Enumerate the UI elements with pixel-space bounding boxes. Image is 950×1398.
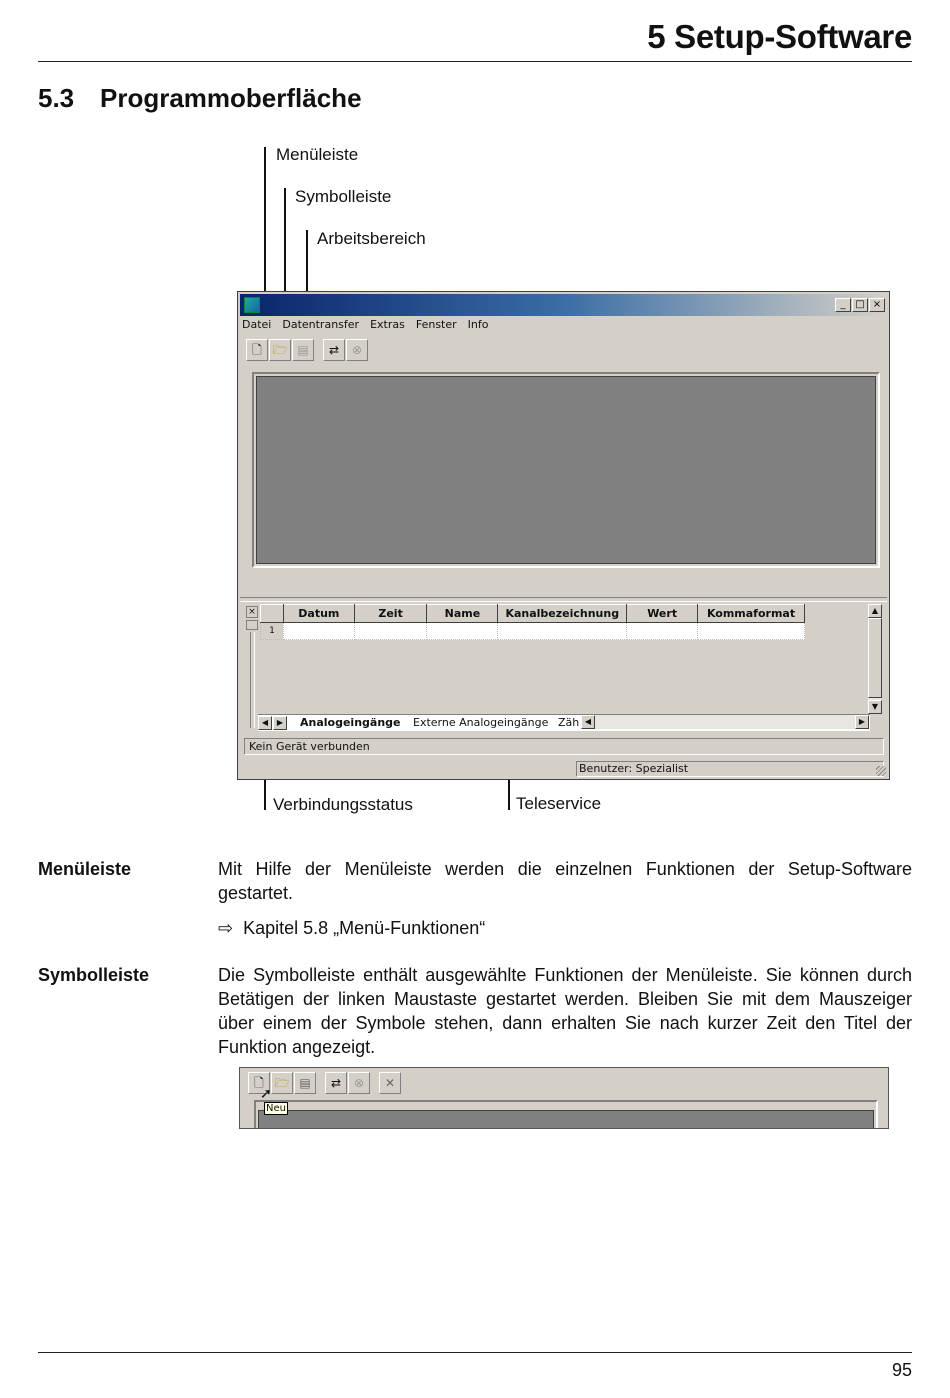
menu-item-fenster[interactable]: Fenster [415,318,457,331]
callout-teleservice: Teleservice [516,794,602,813]
section-title-text: Programmoberfläche [100,83,362,113]
menu-item-extras[interactable]: Extras [370,318,405,331]
toolbar-detail-screenshot [239,1067,889,1129]
row-number: 1 [261,623,284,640]
term-menueleiste: Menüleiste [38,859,132,879]
grid-header-kanalbezeichnung[interactable]: Kanalbezeichnung [498,605,627,623]
grid-header-wert[interactable]: Wert [627,605,698,623]
transfer-icon[interactable]: ⇄ [323,339,345,361]
tab-scroll-right-icon[interactable]: ▶ [273,716,287,730]
tooltip: Neu [266,1103,286,1114]
resize-grip-icon[interactable] [876,766,886,776]
panel-close-icon[interactable]: × [246,606,258,618]
new-file-icon[interactable]: 🗋 [246,339,268,361]
toolbar [246,339,369,363]
tools-icon[interactable]: ✕ [379,1072,401,1094]
reference-arrow-icon: ⇨ [218,918,234,938]
horizontal-scrollbar[interactable] [581,715,869,729]
footer-rule [38,1352,912,1353]
chapter-title: 5 Setup-Software [647,18,912,55]
tab-scroll-left-icon[interactable]: ◀ [258,716,272,730]
workarea-frame-detail [254,1100,878,1128]
tab-zaehler[interactable]: Zäh [558,716,580,729]
grid-header-kommaformat[interactable]: Kommaformat [698,605,805,623]
menu-item-datei[interactable]: Datei [242,318,272,331]
data-grid [260,604,805,640]
mouse-cursor-icon: ➚ [260,1086,272,1102]
minimize-button[interactable]: _ [835,298,851,312]
callout-menu: Menüleiste [276,145,359,164]
grid-header-name[interactable]: Name [427,605,498,623]
grid-header-datum[interactable]: Datum [283,605,354,623]
menu-item-datentransfer[interactable]: Datentransfer [282,318,360,331]
app-window-screenshot [237,291,890,780]
maximize-button[interactable]: □ [852,298,868,312]
vertical-scrollbar[interactable] [868,604,882,714]
tab-analogeingaenge[interactable]: Analogeingänge [300,716,401,729]
table-row[interactable] [261,623,805,640]
hscroll-left-icon[interactable]: ◀ [581,715,595,729]
open-folder-icon[interactable]: 🗁 [269,339,291,361]
workarea[interactable] [256,376,876,564]
scroll-up-icon[interactable]: ▲ [868,604,882,618]
callout-workarea: Arbeitsbereich [317,229,426,248]
status-connection: Kein Gerät verbunden [244,738,884,755]
header-rule [38,61,912,62]
save-icon[interactable]: ▤ [294,1072,316,1094]
paragraph-menueleiste: Mit Hilfe der Menüleiste werden die einzelnen Funktionen der Setup-Software gestartet. [218,859,912,903]
scroll-down-icon[interactable]: ▼ [868,700,882,714]
status-user: Benutzer: Spezialist [576,761,884,777]
tab-externe-analogeingaenge[interactable]: Externe Analogeingänge [413,716,549,729]
grid-header-zeit[interactable]: Zeit [354,605,427,623]
connect-icon[interactable]: ⊗ [348,1072,370,1094]
connect-icon[interactable]: ⊗ [346,339,368,361]
workarea-detail [258,1110,874,1128]
save-icon[interactable]: ▤ [292,339,314,361]
panel-pin-icon[interactable] [246,620,258,630]
new-file-icon[interactable]: 🗋 [248,1072,270,1094]
paragraph-symbolleiste: Die Symbolleiste enthält ausgewählte Funktionen der Menüleiste. Sie können durch Betätigen der linken Maustaste gestartet werden. Bleiben Sie mit dem Mauszeiger über einem der Symbole stehen, dann erhalten Sie nach kurzer Zeit den Titel der Funktion angezeigt. [218,965,912,1057]
reference-line [218,916,912,940]
panel-gripper[interactable] [250,632,255,728]
transfer-icon[interactable]: ⇄ [325,1072,347,1094]
workarea-frame [252,372,880,568]
scroll-thumb[interactable] [868,618,882,698]
window-titlebar [240,294,887,316]
term-symbolleiste: Symbolleiste [38,965,150,985]
menu-item-info[interactable]: Info [467,318,489,331]
callout-connection: Verbindungsstatus [273,795,413,814]
page-number: 95 [891,1360,912,1380]
splitter[interactable] [240,597,887,602]
reference-link[interactable]: Kapitel 5.8 „Menü-Funktionen“ [243,918,486,938]
menu-bar [242,318,500,336]
grid-corner [261,605,284,623]
callout-toolbar: Symbolleiste [295,187,392,206]
app-icon [244,297,260,313]
section-title [38,83,362,114]
hscroll-right-icon[interactable]: ▶ [855,715,869,729]
section-number: 5.3 [38,83,75,113]
open-folder-icon[interactable]: 🗁 [271,1072,293,1094]
close-button[interactable]: × [869,298,885,312]
